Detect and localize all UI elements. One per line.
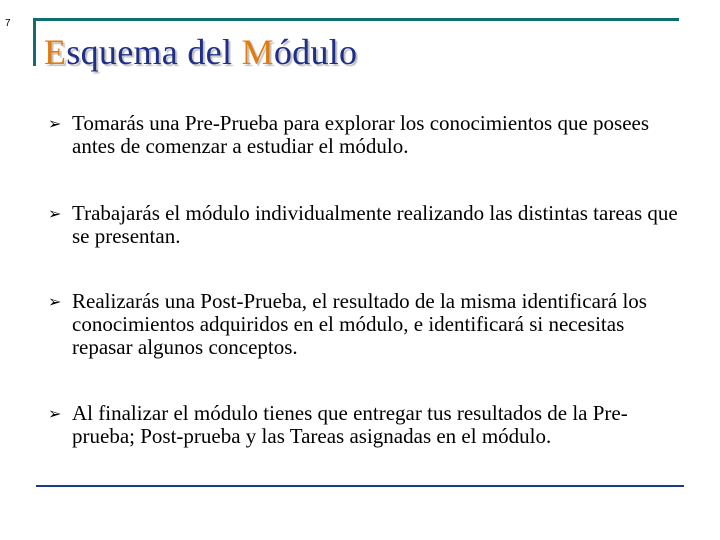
bottom-rule: [36, 485, 684, 487]
list-item: [48, 112, 688, 158]
frame-top-line: [33, 18, 679, 21]
list-item: [48, 202, 688, 248]
frame-left-line: [33, 18, 36, 66]
title-part: ódulo: [273, 32, 358, 72]
list-item-text: Al finalizar el módulo tienes que entregar tus resultados de la Pre-prueba; Post-prueba y las Tareas asignadas en el módulo.: [72, 401, 628, 448]
list-item-text: Tomarás una Pre-Prueba para explorar los conocimientos que posees antes de comenzar a estudiar el módulo.: [72, 111, 650, 158]
arrow-bullet-icon: ➢: [48, 292, 62, 311]
title-part: squema del: [66, 32, 242, 72]
page-title: [44, 30, 357, 74]
title-initial-e: E: [44, 32, 67, 72]
list-item-text: Realizarás una Post-Prueba, el resultado de la misma identificará los conocimientos adquiridos en el módulo, e identificará si necesitas repasar algunos conceptos.: [72, 289, 647, 359]
title-initial-m: M: [241, 32, 274, 72]
list-item: [48, 290, 688, 359]
arrow-bullet-icon: ➢: [48, 114, 62, 133]
list-item-text: Trabajarás el módulo individualmente realizando las distintas tareas que se presentan.: [72, 201, 678, 248]
list-item: [48, 402, 688, 448]
arrow-bullet-icon: ➢: [48, 204, 62, 223]
arrow-bullet-icon: ➢: [48, 404, 62, 423]
slide-number: 7: [5, 18, 11, 29]
